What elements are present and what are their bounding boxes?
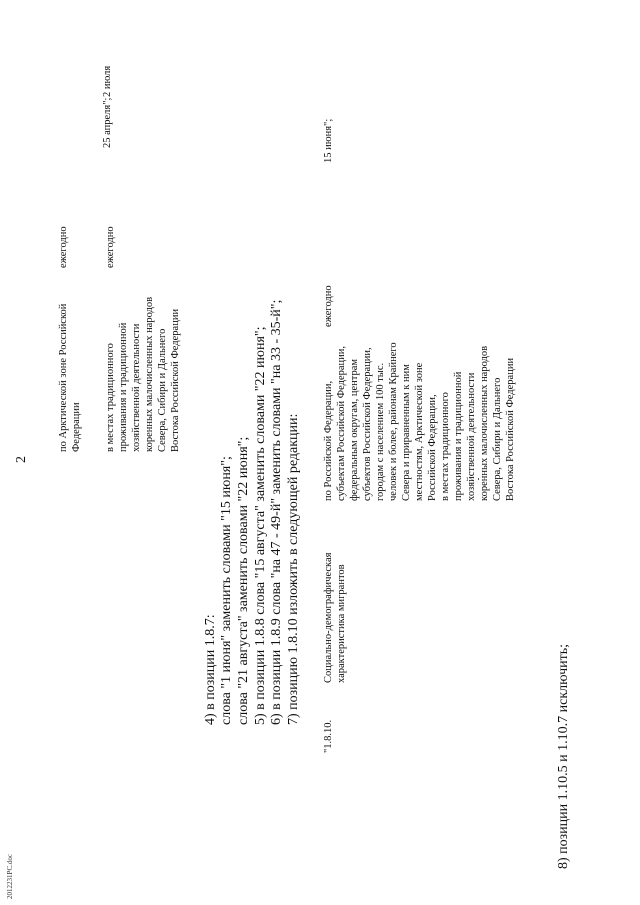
territory-line: Российской Федерации, [427, 394, 438, 501]
territory-cell [322, 342, 517, 501]
territory-line: федеральным округам, центрам [349, 358, 360, 501]
territory-line: Востока Российской Федерации [170, 308, 181, 452]
page-number: 2 [14, 456, 29, 463]
territory-line: Севера и приравненным к ним [401, 364, 412, 501]
indicator-name-cell [322, 553, 348, 683]
territory-line: в местах традиционного [440, 392, 451, 501]
territory-arctic-cell [57, 304, 83, 452]
territory-line: хозяйственной деятельности [131, 323, 142, 452]
territory-line: по Арктической зоне Российской [58, 303, 69, 452]
territory-line: проживания и традиционной [453, 371, 464, 501]
paragraph-4-line-2: слова "21 августа" заменить словами "22 июня"; [236, 436, 251, 725]
scan-speck [478, 478, 479, 480]
indicator-line: характеристика мигрантов [336, 564, 347, 683]
territory-line: коренных малочисленных народов [479, 345, 490, 501]
paragraph-7: 7) позицию 1.8.10 изложить в следующей редакции: [286, 413, 301, 725]
paragraph-5: 5) в позиции 1.8.8 слова "15 августа" заменить словами "22 июня"; [253, 326, 268, 725]
frequency-cell: ежегодно [105, 226, 116, 268]
paragraph-4-line-1: слова "1 июня" заменить словами "15 июня"; [219, 456, 234, 725]
indicator-line: Социально-демографическая [323, 552, 334, 683]
date-cell: 2 июля [102, 65, 113, 97]
frequency-cell: ежегодно [323, 285, 334, 327]
territory-line: Востока Российской Федерации [505, 357, 516, 501]
territory-line: Федерации [71, 402, 82, 452]
position-code: "1.8.10. [323, 719, 334, 753]
paragraph-4: 4) в позиции 1.8.7: [203, 614, 218, 725]
paragraph-8: 8) позиции 1.10.5 и 1.10.7 исключить; [556, 644, 571, 869]
territory-line: проживания и традиционной [118, 322, 129, 452]
territory-line: по Российской Федерации, [323, 380, 334, 501]
territory-line: человек и более, районам Крайнего [388, 342, 399, 501]
territory-line: субъектов Российской Федерации, [362, 347, 373, 501]
territory-line: Севера, Сибири и Дальнего [157, 328, 168, 452]
territory-line: коренных малочисленных народов [144, 296, 155, 452]
territory-line: в местах традиционного [105, 343, 116, 452]
territory-line: местностям, Арктической зоне [414, 362, 425, 501]
territory-line: городам с населением 100 тыс. [375, 362, 386, 501]
footer-filename: 2012231РС.doc [6, 853, 14, 899]
territory-traditional-cell [104, 297, 182, 452]
territory-line: хозяйственной деятельности [466, 372, 477, 501]
date-cell: 15 июня"; [323, 118, 334, 163]
frequency-cell: ежегодно [58, 226, 69, 268]
paragraph-6: 6) в позиции 1.8.9 слова "на 47 - 49-й" заменить словами "на 33 - 35-й"; [269, 299, 284, 725]
territory-line: Севера, Сибири и Дальнего [492, 377, 503, 501]
territory-line: субъектам Российской Федерации, [336, 346, 347, 501]
date-cell: 25 апреля"; [102, 97, 113, 148]
